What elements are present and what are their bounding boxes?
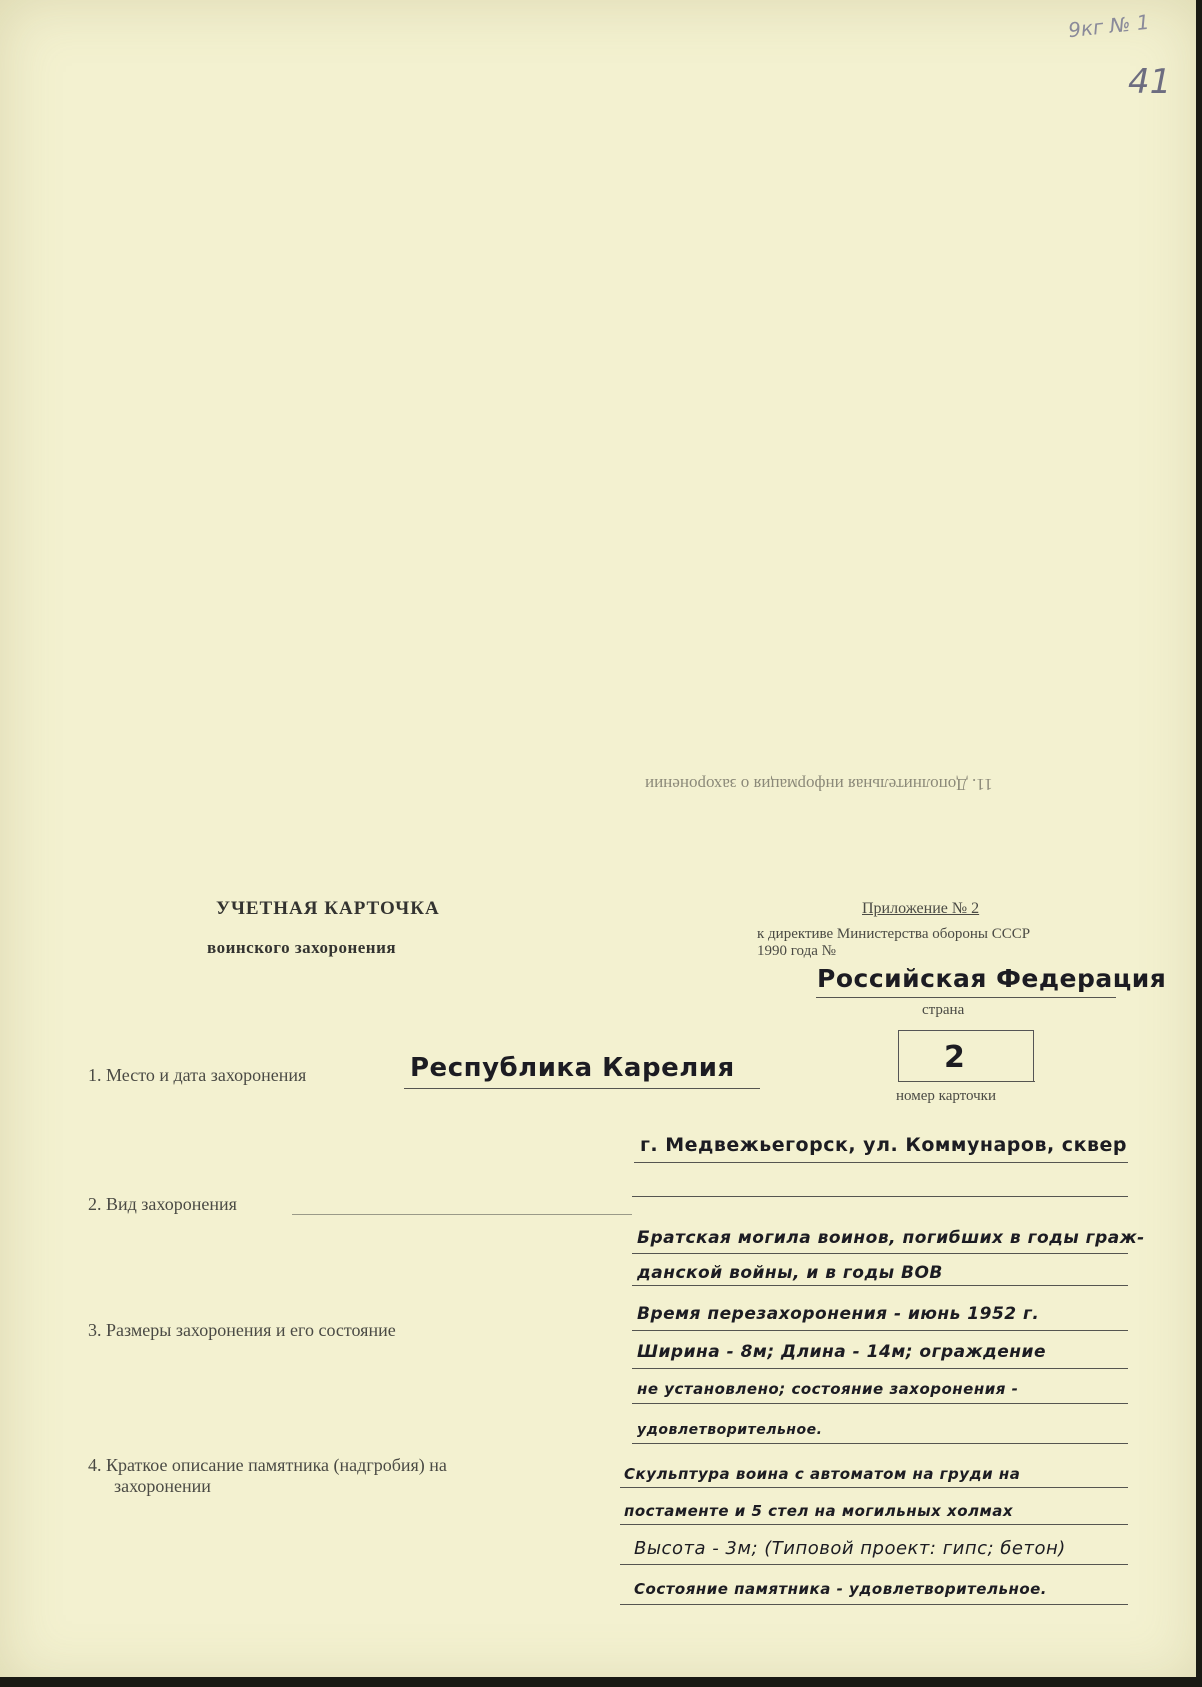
monument-underline-2 bbox=[620, 1524, 1128, 1525]
bleed-through-text: 11. Дополнительная информация о захоронении bbox=[645, 775, 993, 794]
scan-edge-bottom bbox=[0, 1677, 1202, 1687]
country-value: Российская Федерация bbox=[817, 964, 1167, 993]
monument-value-3: Высота - 3м; (Типовой проект: гипс; бетон) bbox=[634, 1538, 1066, 1559]
card-number-underline bbox=[898, 1081, 1035, 1082]
sheet-number: 41 bbox=[1128, 62, 1172, 102]
monument-value-4: Состояние памятника - удовлетворительное. bbox=[634, 1580, 1047, 1598]
directive-line-1: к директиве Министерства обороны СССР bbox=[757, 926, 1031, 942]
place-underline-1 bbox=[404, 1088, 760, 1089]
monument-value-1: Скульптура воина с автоматом на груди на bbox=[624, 1465, 1021, 1483]
card-number-caption: номер карточки bbox=[896, 1088, 996, 1104]
card-title: УЧЕТНАЯ КАРТОЧКА bbox=[216, 898, 440, 919]
appendix-label: Приложение № 2 bbox=[862, 900, 980, 917]
card-number-box bbox=[898, 1030, 1034, 1081]
monument-underline-4 bbox=[620, 1604, 1128, 1605]
type-underline-1 bbox=[632, 1253, 1128, 1254]
scan-edge-right bbox=[1196, 0, 1202, 1687]
size-underline-4 bbox=[632, 1443, 1128, 1444]
directive-line-2: 1990 года № bbox=[757, 943, 836, 959]
type-underline-0 bbox=[632, 1196, 1128, 1197]
size-underline-2 bbox=[632, 1368, 1128, 1369]
type-underline-2 bbox=[632, 1285, 1128, 1286]
monument-label-2: захоронении bbox=[114, 1476, 211, 1496]
card-number-value: 2 bbox=[944, 1040, 966, 1075]
place-underline-2 bbox=[634, 1162, 1128, 1163]
monument-value-2: постаменте и 5 стел на могильных холмах bbox=[624, 1502, 1014, 1520]
country-underline bbox=[816, 997, 1116, 998]
size-underline-1 bbox=[632, 1330, 1128, 1331]
type-value-1: Братская могила воинов, погибших в годы граж- bbox=[637, 1228, 1145, 1248]
type-label: 2. Вид захоронения bbox=[88, 1194, 237, 1214]
country-caption: страна bbox=[922, 1002, 965, 1018]
monument-underline-3 bbox=[620, 1564, 1128, 1565]
card-subtitle: воинского захоронения bbox=[207, 938, 397, 957]
type-label-line bbox=[292, 1214, 632, 1215]
place-value-1: Республика Карелия bbox=[410, 1053, 735, 1083]
archive-ref: 9кг № 1 bbox=[1066, 9, 1151, 43]
monument-underline-1 bbox=[620, 1487, 1128, 1488]
size-value-2: Ширина - 8м; Длина - 14м; ограждение bbox=[637, 1342, 1046, 1362]
size-value-4: удовлетворительное. bbox=[637, 1422, 823, 1438]
size-value-1: Время перезахоронения - июнь 1952 г. bbox=[637, 1304, 1040, 1324]
size-value-3: не установлено; состояние захоронения - bbox=[637, 1380, 1019, 1398]
size-underline-3 bbox=[632, 1403, 1128, 1404]
place-value-2: г. Медвежьегорск, ул. Коммунаров, сквер bbox=[640, 1134, 1127, 1156]
size-label: 3. Размеры захоронения и его состояние bbox=[88, 1320, 396, 1340]
place-label: 1. Место и дата захоронения bbox=[88, 1065, 307, 1085]
monument-label-1: 4. Краткое описание памятника (надгробия) на bbox=[88, 1455, 447, 1475]
type-value-2: данской войны, и в годы ВОВ bbox=[637, 1263, 943, 1283]
